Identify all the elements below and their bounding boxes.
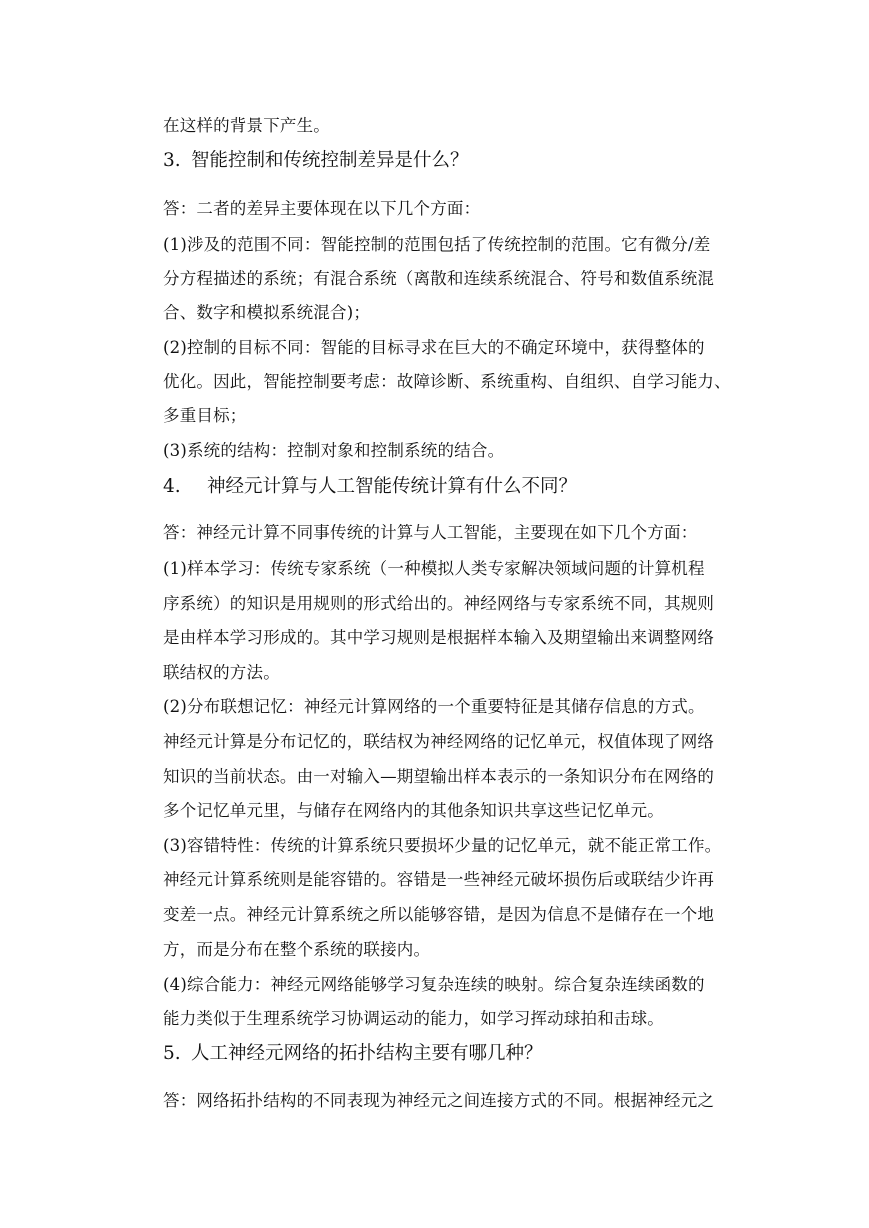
paragraph-line: (3)容错特性：传统的计算系统只要损坏少量的记忆单元，就不能正常工作。 <box>163 836 722 855</box>
paragraph-line: 序系统）的知识是用规则的形式给出的。神经网络与专家系统不同，其规则 <box>163 594 715 613</box>
paragraph-line: 方，而是分布在整个系统的联接内。 <box>163 940 431 959</box>
paragraph-line: (1)样本学习：传统专家系统（一种模拟人类专家解决领域问题的计算机程 <box>163 559 705 578</box>
answer-line: 答：神经元计算不同事传统的计算与人工智能，主要现在如下几个方面： <box>163 523 698 542</box>
question-text: 人工神经元网络的拓扑结构主要有哪几种？ <box>191 1043 543 1064</box>
paragraph-line: 多重目标； <box>163 406 247 425</box>
paragraph-line: (3)系统的结构：控制对象和控制系统的结合。 <box>163 441 505 460</box>
paragraph-line: (2)控制的目标不同：智能的目标寻求在巨大的不确定环境中，获得整体的 <box>163 338 705 357</box>
question-5-heading <box>163 1041 763 1067</box>
paragraph-line: 是由样本学习形成的。其中学习规则是根据样本输入及期望输出来调整网络 <box>163 628 715 647</box>
answer-line: 答：网络拓扑结构的不同表现为神经元之间连接方式的不同。根据神经元之 <box>163 1091 715 1110</box>
paragraph-line: 神经元计算系统则是能容错的。容错是一些神经元破坏损伤后或联结少许再 <box>163 870 715 889</box>
paragraph-line: 神经元计算是分布记忆的，联结权为神经网络的记忆单元，权值体现了网络 <box>163 732 715 751</box>
question-number: 4. <box>163 476 181 497</box>
paragraph-line: 在这样的背景下产生。 <box>163 116 330 135</box>
paragraph-line: (2)分布联想记忆：神经元计算网络的一个重要特征是其储存信息的方式。 <box>163 697 705 716</box>
paragraph-line: 多个记忆单元里，与储存在网络内的其他条知识共享这些记忆单元。 <box>163 801 664 820</box>
question-number: 3. <box>163 150 181 171</box>
paragraph-line: (4)综合能力：神经元网络能够学习复杂连续的映射。综合复杂连续函数的 <box>163 975 705 994</box>
paragraph-line: 优化。因此，智能控制要考虑：故障诊断、系统重构、自组织、自学习能力、 <box>163 372 731 391</box>
paragraph-line: (1)涉及的范围不同：智能控制的范围包括了传统控制的范围。它有微分/差 <box>163 235 711 254</box>
paragraph-line: 能力类似于生理系统学习协调运动的能力，如学习挥动球拍和击球。 <box>163 1009 664 1028</box>
paragraph-line: 联结权的方法。 <box>163 663 280 682</box>
question-text: 智能控制和传统控制差异是什么？ <box>191 150 469 171</box>
paragraph-line: 分方程描述的系统；有混合系统（离散和连续系统混合、符号和数值系统混 <box>163 269 715 288</box>
question-number: 5. <box>163 1043 181 1064</box>
question-4-heading <box>163 474 763 500</box>
question-text: 神经元计算与人工智能传统计算有什么不同？ <box>207 476 578 497</box>
paragraph-line: 知识的当前状态。由一对输入—期望输出样本表示的一条知识分布在网络的 <box>163 767 715 786</box>
paragraph-line: 合、数字和模拟系统混合)； <box>163 303 371 322</box>
question-3-heading <box>163 148 763 174</box>
answer-line: 答：二者的差异主要体现在以下几个方面： <box>163 199 481 218</box>
paragraph-line: 变差一点。神经元计算系统之所以能够容错，是因为信息不是储存在一个地 <box>163 905 715 924</box>
